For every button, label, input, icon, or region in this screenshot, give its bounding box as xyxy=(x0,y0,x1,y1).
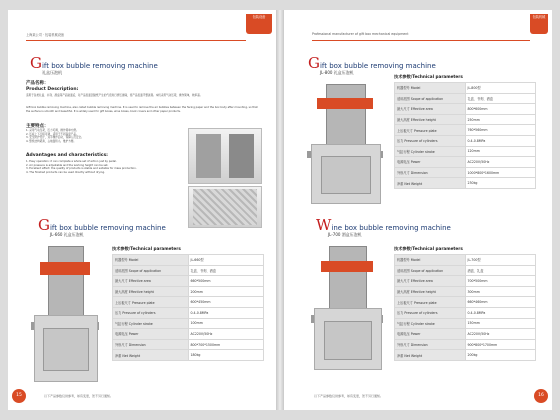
spec-value: 800*600mm xyxy=(465,104,536,115)
spec-key: 适用范围 Scope of application xyxy=(113,265,189,276)
spec-row xyxy=(395,255,536,266)
photo-detail xyxy=(229,134,254,177)
spec-key: 最大高度 Effective height xyxy=(113,286,189,297)
feature-item: 3. 安全防护设计，双手操作启动，保障人员安全。 xyxy=(26,136,84,140)
spec-key: 净重 Net Weight xyxy=(113,350,189,361)
advantage-item: 3. Excellent effect: the quality of products is stable and suitable for mass production. xyxy=(26,167,137,171)
title-text: ift box bubble removing machine xyxy=(41,62,158,70)
spec-table xyxy=(394,254,536,361)
spec-table xyxy=(112,254,264,361)
catalog-spread xyxy=(8,10,552,410)
spec-value: 1000*800*1600mm xyxy=(465,167,536,178)
spec-key: 净重 Net Weight xyxy=(395,178,466,189)
spec-value: 200kg xyxy=(465,350,536,361)
spec-row xyxy=(395,146,536,157)
advantages-label: Advantages and characteristics: xyxy=(26,153,108,158)
feature-item: 4. 整机结构紧凑，占地面积小，维护方便。 xyxy=(26,139,76,143)
title-text: ift box bubble removing machine xyxy=(319,62,436,70)
spec-row xyxy=(395,104,536,115)
spec-value: 700*500mm xyxy=(465,276,536,287)
advantages-list xyxy=(26,160,182,174)
spec-key: 最大尺寸 Effective area xyxy=(395,276,466,287)
spec-row xyxy=(395,265,536,276)
spec-key: 上压板尺寸 Pressure plate xyxy=(113,297,189,308)
model-title-text: ine box bubble removing machine xyxy=(331,224,451,232)
spec-key: 机器型号 Model xyxy=(395,83,466,94)
title-initial: G xyxy=(30,54,42,72)
spec-row xyxy=(395,339,536,350)
feature-item: 1. 采用气动压紧，压力可调，操作简单方便。 xyxy=(26,129,79,132)
spec-key: 适用范围 Scope of application xyxy=(395,93,466,104)
spec-row xyxy=(395,135,536,146)
spec-key: 机器型号 Model xyxy=(395,255,466,266)
spec-key: 电源电压 Power xyxy=(395,157,466,168)
spec-row xyxy=(395,350,536,361)
spec-value: JL-660型 xyxy=(188,255,264,266)
spec-row xyxy=(395,167,536,178)
page-footer: 以下产品参数仅供参考，如有变更，恕不另行通知。 xyxy=(314,394,384,398)
spec-key: 电源电压 Power xyxy=(395,329,466,340)
spec-value: 250mm xyxy=(465,114,536,125)
spec-key: 最大高度 Effective height xyxy=(395,114,466,125)
machine-top xyxy=(48,246,84,319)
spec-row xyxy=(395,157,536,168)
spec-value: 800*700*1500mm xyxy=(188,339,264,350)
desc-en: Gift box bubble removing machine, also called bubble removing machine. It is used to remove the air bubbles between the facing paper and the box body after mounting, so that the surface is smooth and beautiful. It is widely used for gift boxes, wine boxes, book covers and other paper products. xyxy=(26,106,258,113)
section-tab: 包装机械 xyxy=(530,14,548,34)
features-list xyxy=(26,129,176,143)
machine-top xyxy=(329,246,367,312)
machine-cabinet xyxy=(43,328,89,371)
spec-row xyxy=(113,307,264,318)
model-title-text: ift box bubble removing machine xyxy=(49,224,166,232)
spec-value: AC220V/50Hz xyxy=(188,329,264,340)
spec-row xyxy=(395,276,536,287)
spec-key: 外形尺寸 Dimension xyxy=(113,339,189,350)
product-title-cn: JL-800 礼盒压泡机 xyxy=(320,70,354,75)
spec-title: 技术参数/Technical parameters xyxy=(394,74,463,79)
page-footer: 以下产品参数仅供参考，如有变更，恕不另行通知。 xyxy=(44,394,114,398)
spec-value: 120mm xyxy=(465,146,536,157)
spec-value: JL-700型 xyxy=(465,255,536,266)
advantage-item: 4. The finished products can be used directly without drying. xyxy=(26,170,105,174)
spec-row xyxy=(395,286,536,297)
gutter xyxy=(276,10,284,410)
model-initial: W xyxy=(316,216,332,234)
spec-row xyxy=(113,350,264,361)
section-tab: 包装设备 xyxy=(246,14,272,34)
page-number: 16 xyxy=(534,389,548,403)
spec-key: 外形尺寸 Dimension xyxy=(395,339,466,350)
machine-illustration xyxy=(26,246,104,382)
spec-value: 0.4-0.8MPa xyxy=(465,307,536,318)
model-cn: JL-660 礼盒压泡机 xyxy=(50,232,84,237)
spec-row xyxy=(395,178,536,189)
spec-row xyxy=(113,329,264,340)
product-desc-label: Product Description: xyxy=(26,87,79,92)
spec-row xyxy=(395,125,536,136)
spec-key: 压力 Pressure of cylinders xyxy=(395,135,466,146)
right-page xyxy=(284,10,552,410)
spec-row xyxy=(395,297,536,308)
photo-detail xyxy=(193,189,256,224)
left-page xyxy=(8,10,276,410)
features-label: 主要特点： xyxy=(26,124,49,129)
spec-value: 0.4-0.8MPa xyxy=(465,135,536,146)
header-rule xyxy=(312,40,530,41)
advantage-item: 2. Air pressure is adjustable and the working height can be set. xyxy=(26,163,109,167)
product-name-label: 产品名称： xyxy=(26,81,49,86)
machine-head xyxy=(317,98,372,109)
spec-key: 压力 Pressure of cylinders xyxy=(113,307,189,318)
spec-value: 180kg xyxy=(188,350,264,361)
product-photo xyxy=(188,128,262,184)
spec-row xyxy=(113,276,264,287)
spec-key: 上压板尺寸 Pressure plate xyxy=(395,297,466,308)
product-title-cn: 礼盒压泡机 xyxy=(42,70,62,75)
spec-value: JL-800型 xyxy=(465,83,536,94)
page-header: 上海某公司 · 包装机械设备 xyxy=(26,33,65,37)
spec-table xyxy=(394,82,536,189)
desc-cn: 适用于各类礼盒、书刻、酒盒等产品贴面后，对产品表面因贴纸产生的气泡进行挤压排除，使产品表面平整美观。本机采用气动压紧，操作简单，效率高。 xyxy=(26,94,203,97)
spec-key: 气缸行程 Cylinder stroke xyxy=(395,318,466,329)
spec-value: 660*460mm xyxy=(465,297,536,308)
product-photo xyxy=(188,186,262,228)
machine-head xyxy=(321,261,373,272)
spec-value: 0.4-0.8MPa xyxy=(188,307,264,318)
page-number: 15 xyxy=(12,389,26,403)
spec-key: 气缸行程 Cylinder stroke xyxy=(113,318,189,329)
machine-illustration xyxy=(302,84,388,204)
spec-value: 礼盒、书刻、酒盒 xyxy=(465,93,536,104)
machine-cabinet xyxy=(321,156,371,194)
spec-row xyxy=(113,286,264,297)
spec-row xyxy=(395,307,536,318)
spec-key: 适用范围 Scope of application xyxy=(395,265,466,276)
page-header: Professional manufacturer of gift box mechanical equipment xyxy=(312,32,409,36)
spec-key: 外形尺寸 Dimension xyxy=(395,167,466,178)
spec-key: 最大尺寸 Effective area xyxy=(395,104,466,115)
spec-row xyxy=(113,255,264,266)
spec-value: 600*450mm xyxy=(188,297,264,308)
spec-value: 230kg xyxy=(465,178,536,189)
spec-value: 礼盒、书刻、酒盒 xyxy=(188,265,264,276)
spec-value: AC220V/50Hz xyxy=(465,157,536,168)
spec-row xyxy=(395,114,536,125)
spec-value: 150mm xyxy=(465,318,536,329)
title-initial: G xyxy=(308,54,320,72)
spec-value: AC220V/50Hz xyxy=(465,329,536,340)
spec-row xyxy=(395,329,536,340)
spec-row xyxy=(395,93,536,104)
spec-key: 电源电压 Power xyxy=(113,329,189,340)
spec-key: 上压板尺寸 Pressure plate xyxy=(395,125,466,136)
spec-title: 技术参数/Technical parameters xyxy=(394,246,463,251)
header-rule xyxy=(26,40,246,41)
spec-title: 技术参数/Technical parameters xyxy=(112,246,181,251)
spec-value: 100mm xyxy=(188,318,264,329)
spec-value: 300mm xyxy=(465,286,536,297)
spec-row xyxy=(395,318,536,329)
spec-key: 最大高度 Effective height xyxy=(395,286,466,297)
spec-row xyxy=(113,339,264,350)
spec-key: 最大尺寸 Effective area xyxy=(113,276,189,287)
model-initial: G xyxy=(38,216,50,234)
model-cn: JL-700 酒盒压泡机 xyxy=(328,232,362,237)
feature-item: 2. 压板上下行程可调，适用于不同高度产品。 xyxy=(26,132,79,136)
spec-row xyxy=(113,318,264,329)
advantage-item: 1. Easy operation: it can complete a whole set of action just by pedal. xyxy=(26,160,117,163)
spec-key: 净重 Net Weight xyxy=(395,350,466,361)
spec-value: 酒盒、礼盒 xyxy=(465,265,536,276)
machine-head xyxy=(40,262,90,274)
machine-cabinet xyxy=(324,321,372,360)
machine-top xyxy=(326,84,366,148)
spec-value: 200mm xyxy=(188,286,264,297)
spec-value: 760*560mm xyxy=(465,125,536,136)
spec-key: 压力 Pressure of cylinders xyxy=(395,307,466,318)
spec-value: 660*500mm xyxy=(188,276,264,287)
spec-row xyxy=(113,265,264,276)
photo-detail xyxy=(196,134,221,177)
spec-key: 气缸行程 Cylinder stroke xyxy=(395,146,466,157)
spec-row xyxy=(113,297,264,308)
spec-value: 900*800*1700mm xyxy=(465,339,536,350)
machine-illustration xyxy=(306,246,388,370)
spec-row xyxy=(395,83,536,94)
spec-key: 机器型号 Model xyxy=(113,255,189,266)
